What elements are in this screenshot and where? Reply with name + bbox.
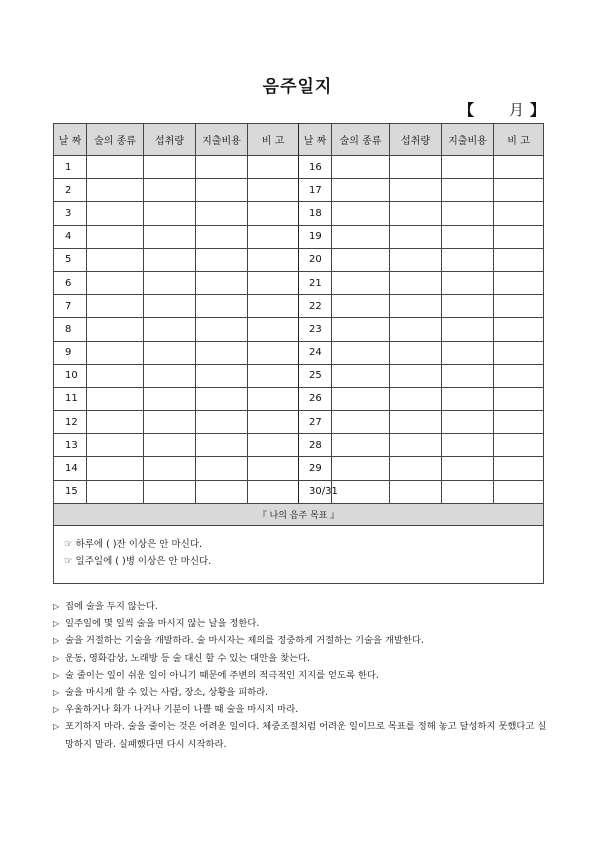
header-cost: 지출비용 (196, 124, 248, 156)
note-cell[interactable] (494, 480, 544, 503)
goal-body (54, 525, 544, 583)
amount-cell[interactable] (144, 295, 196, 318)
tip-text: 운동, 영화감상, 노래방 등 술 대신 할 수 있는 대안을 찾는다. (65, 652, 310, 664)
table-row (54, 411, 544, 434)
date-cell: 27 (299, 411, 332, 434)
note-cell[interactable] (494, 387, 544, 410)
note-cell[interactable] (248, 156, 299, 179)
tip-text: 집에 술을 두지 않는다. (65, 601, 158, 612)
note-cell[interactable] (494, 179, 544, 202)
date-cell: 26 (299, 387, 332, 410)
amount-cell[interactable] (144, 387, 196, 410)
date-cell: 8 (54, 318, 87, 341)
drink-type-cell[interactable] (332, 318, 390, 341)
date-cell: 10 (54, 364, 87, 387)
cost-cell[interactable] (196, 387, 248, 410)
amount-cell[interactable] (144, 364, 196, 387)
drink-type-cell[interactable] (332, 387, 390, 410)
header-date: 날 짜 (54, 124, 87, 156)
note-cell[interactable] (494, 457, 544, 480)
cost-cell[interactable] (196, 202, 248, 225)
note-cell[interactable] (248, 295, 299, 318)
amount-cell[interactable] (144, 225, 196, 248)
date-cell: 9 (54, 341, 87, 364)
drink-type-cell[interactable] (332, 248, 390, 271)
drink-type-cell[interactable] (332, 225, 390, 248)
date-cell: 5 (54, 248, 87, 271)
amount-cell[interactable] (144, 248, 196, 271)
page-title: 음주일지 (262, 77, 333, 97)
month-label: 月 (509, 101, 525, 119)
note-cell[interactable] (248, 271, 299, 294)
tips-list (53, 598, 553, 753)
drink-type-cell[interactable] (87, 248, 144, 271)
table-row (54, 271, 544, 294)
drink-type-cell[interactable] (87, 225, 144, 248)
note-cell[interactable] (494, 202, 544, 225)
drink-type-cell[interactable] (87, 179, 144, 202)
date-cell: 23 (299, 318, 332, 341)
cost-cell[interactable] (442, 411, 494, 434)
triangle-bullet-icon: ▷ (53, 705, 60, 715)
cost-cell[interactable] (442, 225, 494, 248)
cost-cell[interactable] (196, 179, 248, 202)
amount-cell[interactable] (390, 341, 442, 364)
tip-item (53, 632, 553, 649)
date-cell: 7 (54, 295, 87, 318)
note-cell[interactable] (248, 411, 299, 434)
note-cell[interactable] (248, 457, 299, 480)
drink-type-cell[interactable] (87, 156, 144, 179)
tip-item (53, 650, 553, 667)
tip-text: 우울하거나 화가 나거나 기분이 나쁠 때 술을 마시지 마라. (65, 704, 299, 716)
table-row (54, 179, 544, 202)
note-cell[interactable] (494, 271, 544, 294)
note-cell[interactable] (494, 225, 544, 248)
date-cell: 17 (299, 179, 332, 202)
drink-type-cell[interactable] (87, 341, 144, 364)
cost-cell[interactable] (442, 202, 494, 225)
note-cell[interactable] (494, 364, 544, 387)
cost-cell[interactable] (442, 156, 494, 179)
table-row (54, 480, 544, 503)
cost-cell[interactable] (196, 156, 248, 179)
amount-cell[interactable] (390, 364, 442, 387)
date-cell: 30/31 (299, 480, 332, 503)
note-cell[interactable] (248, 364, 299, 387)
date-cell: 11 (54, 387, 87, 410)
drink-type-cell[interactable] (87, 202, 144, 225)
amount-cell[interactable] (390, 179, 442, 202)
cost-cell[interactable] (442, 387, 494, 410)
drink-type-cell[interactable] (87, 271, 144, 294)
cost-cell[interactable] (442, 480, 494, 503)
header-date: 날 짜 (299, 124, 332, 156)
cost-cell[interactable] (196, 457, 248, 480)
month-close-bracket: 】 (530, 101, 546, 119)
drink-type-cell[interactable] (332, 271, 390, 294)
drinking-log-table (53, 123, 544, 584)
drink-type-cell[interactable] (87, 318, 144, 341)
drink-type-cell[interactable] (332, 156, 390, 179)
tip-item (53, 701, 553, 718)
header-amount: 섭취량 (390, 124, 442, 156)
note-cell[interactable] (494, 248, 544, 271)
note-cell[interactable] (248, 318, 299, 341)
note-cell[interactable] (494, 295, 544, 318)
drink-type-cell[interactable] (87, 387, 144, 410)
note-cell[interactable] (248, 434, 299, 457)
goal-weekly-limit: ☞ 일주일에 ( )병 이상은 안 마신다. (64, 555, 212, 567)
cost-cell[interactable] (196, 225, 248, 248)
amount-cell[interactable] (390, 434, 442, 457)
drink-type-cell[interactable] (332, 295, 390, 318)
date-cell: 21 (299, 271, 332, 294)
note-cell[interactable] (248, 179, 299, 202)
cost-cell[interactable] (196, 411, 248, 434)
amount-cell[interactable] (390, 295, 442, 318)
date-cell: 20 (299, 248, 332, 271)
amount-cell[interactable] (390, 225, 442, 248)
date-cell: 19 (299, 225, 332, 248)
drink-type-cell[interactable] (87, 480, 144, 503)
date-cell: 16 (299, 156, 332, 179)
amount-cell[interactable] (144, 434, 196, 457)
note-cell[interactable] (248, 202, 299, 225)
drink-type-cell[interactable] (332, 480, 390, 503)
tip-item (53, 718, 553, 752)
date-cell: 25 (299, 364, 332, 387)
amount-cell[interactable] (390, 156, 442, 179)
table-row (54, 202, 544, 225)
triangle-bullet-icon: ▷ (53, 688, 60, 698)
header-row (54, 124, 544, 156)
cost-cell[interactable] (196, 295, 248, 318)
date-cell: 4 (54, 225, 87, 248)
note-cell[interactable] (248, 248, 299, 271)
amount-cell[interactable] (144, 411, 196, 434)
drink-type-cell[interactable] (332, 457, 390, 480)
tip-text: 술 줄이는 일이 쉬운 일이 아니기 때문에 주변의 적극적인 지지를 얻도록 한다. (65, 669, 379, 681)
amount-cell[interactable] (390, 271, 442, 294)
date-cell: 12 (54, 411, 87, 434)
header-cost: 지출비용 (442, 124, 494, 156)
triangle-bullet-icon: ▷ (53, 602, 60, 611)
triangle-bullet-icon: ▷ (53, 722, 60, 732)
month-open-bracket: 【 (459, 101, 475, 119)
amount-cell[interactable] (390, 248, 442, 271)
amount-cell[interactable] (390, 202, 442, 225)
table-row (54, 295, 544, 318)
tip-item (53, 615, 553, 632)
cost-cell[interactable] (196, 341, 248, 364)
note-cell[interactable] (494, 411, 544, 434)
cost-cell[interactable] (442, 179, 494, 202)
amount-cell[interactable] (144, 480, 196, 503)
cost-cell[interactable] (196, 318, 248, 341)
header-amount: 섭취량 (144, 124, 196, 156)
amount-cell[interactable] (144, 341, 196, 364)
goal-body-row (54, 525, 544, 583)
drink-type-cell[interactable] (87, 434, 144, 457)
cost-cell[interactable] (196, 434, 248, 457)
amount-cell[interactable] (144, 318, 196, 341)
amount-cell[interactable] (144, 179, 196, 202)
table-row (54, 364, 544, 387)
cost-cell[interactable] (196, 271, 248, 294)
header-note: 비 고 (248, 124, 299, 156)
drink-type-cell[interactable] (87, 411, 144, 434)
table-row (54, 225, 544, 248)
drink-type-cell[interactable] (87, 457, 144, 480)
date-cell: 2 (54, 179, 87, 202)
tip-text: 술을 마시게 할 수 있는 사람, 장소, 상황을 피하라. (65, 687, 269, 699)
amount-cell[interactable] (390, 318, 442, 341)
goal-heading-row (54, 503, 544, 525)
date-cell: 14 (54, 457, 87, 480)
tip-item (53, 667, 553, 684)
header-drink-type: 술의 종류 (332, 124, 390, 156)
cost-cell[interactable] (442, 457, 494, 480)
cost-cell[interactable] (196, 480, 248, 503)
triangle-bullet-icon: ▷ (53, 636, 60, 646)
note-cell[interactable] (248, 387, 299, 410)
date-cell: 28 (299, 434, 332, 457)
note-cell[interactable] (494, 341, 544, 364)
date-cell: 22 (299, 295, 332, 318)
goal-heading: 『 나의 음주 목표 』 (54, 503, 544, 525)
note-cell[interactable] (248, 480, 299, 503)
note-cell[interactable] (248, 341, 299, 364)
table-row (54, 387, 544, 410)
tip-text: 술을 거절하는 기술을 개발하라. 술 마시자는 제의를 정중하게 거절하는 기술을 개발한다. (65, 635, 424, 647)
date-cell: 18 (299, 202, 332, 225)
date-cell: 6 (54, 271, 87, 294)
date-cell: 3 (54, 202, 87, 225)
month-field (459, 99, 549, 119)
drink-type-cell[interactable] (332, 434, 390, 457)
date-cell: 29 (299, 457, 332, 480)
date-cell: 13 (54, 434, 87, 457)
table-row (54, 248, 544, 271)
tip-item (53, 684, 553, 701)
table-row (54, 156, 544, 179)
cost-cell[interactable] (196, 248, 248, 271)
triangle-bullet-icon: ▷ (53, 670, 60, 680)
tip-item (53, 598, 553, 615)
drink-type-cell[interactable] (87, 295, 144, 318)
tip-text: 일주일에 몇 일씩 술을 마시지 않는 날을 정한다. (65, 618, 260, 630)
date-cell: 15 (54, 480, 87, 503)
table-row (54, 434, 544, 457)
cost-cell[interactable] (442, 341, 494, 364)
note-cell[interactable] (248, 225, 299, 248)
cost-cell[interactable] (442, 318, 494, 341)
note-cell[interactable] (494, 434, 544, 457)
drink-type-cell[interactable] (332, 341, 390, 364)
drink-type-cell[interactable] (332, 364, 390, 387)
header-note: 비 고 (494, 124, 544, 156)
date-cell: 24 (299, 341, 332, 364)
cost-cell[interactable] (442, 295, 494, 318)
date-cell: 1 (54, 156, 87, 179)
cost-cell[interactable] (442, 434, 494, 457)
tip-text: 포기하지 마라. 술을 줄이는 것은 어려운 일이다. 체중조절처럼 어려운 일이므로 목표를 정해 놓고 달성하지 못했다고 실망하지 말라. 실패했다면 다시 시작하라. (65, 721, 547, 750)
table-row (54, 341, 544, 364)
drink-type-cell[interactable] (332, 202, 390, 225)
amount-cell[interactable] (144, 202, 196, 225)
table-row (54, 457, 544, 480)
drink-type-cell[interactable] (87, 364, 144, 387)
cost-cell[interactable] (442, 271, 494, 294)
header-drink-type: 술의 종류 (87, 124, 144, 156)
cost-cell[interactable] (442, 248, 494, 271)
note-cell[interactable] (494, 156, 544, 179)
cost-cell[interactable] (442, 364, 494, 387)
note-cell[interactable] (494, 318, 544, 341)
triangle-bullet-icon: ▷ (53, 619, 60, 629)
amount-cell[interactable] (144, 156, 196, 179)
amount-cell[interactable] (390, 480, 442, 503)
amount-cell[interactable] (390, 387, 442, 410)
triangle-bullet-icon: ▷ (53, 653, 60, 663)
table-row (54, 318, 544, 341)
amount-cell[interactable] (144, 457, 196, 480)
amount-cell[interactable] (390, 457, 442, 480)
goal-daily-limit: ☞ 하루에 ( )잔 이상은 안 마신다. (64, 538, 203, 550)
amount-cell[interactable] (390, 411, 442, 434)
drink-type-cell[interactable] (332, 411, 390, 434)
cost-cell[interactable] (196, 364, 248, 387)
drink-type-cell[interactable] (332, 179, 390, 202)
amount-cell[interactable] (144, 271, 196, 294)
